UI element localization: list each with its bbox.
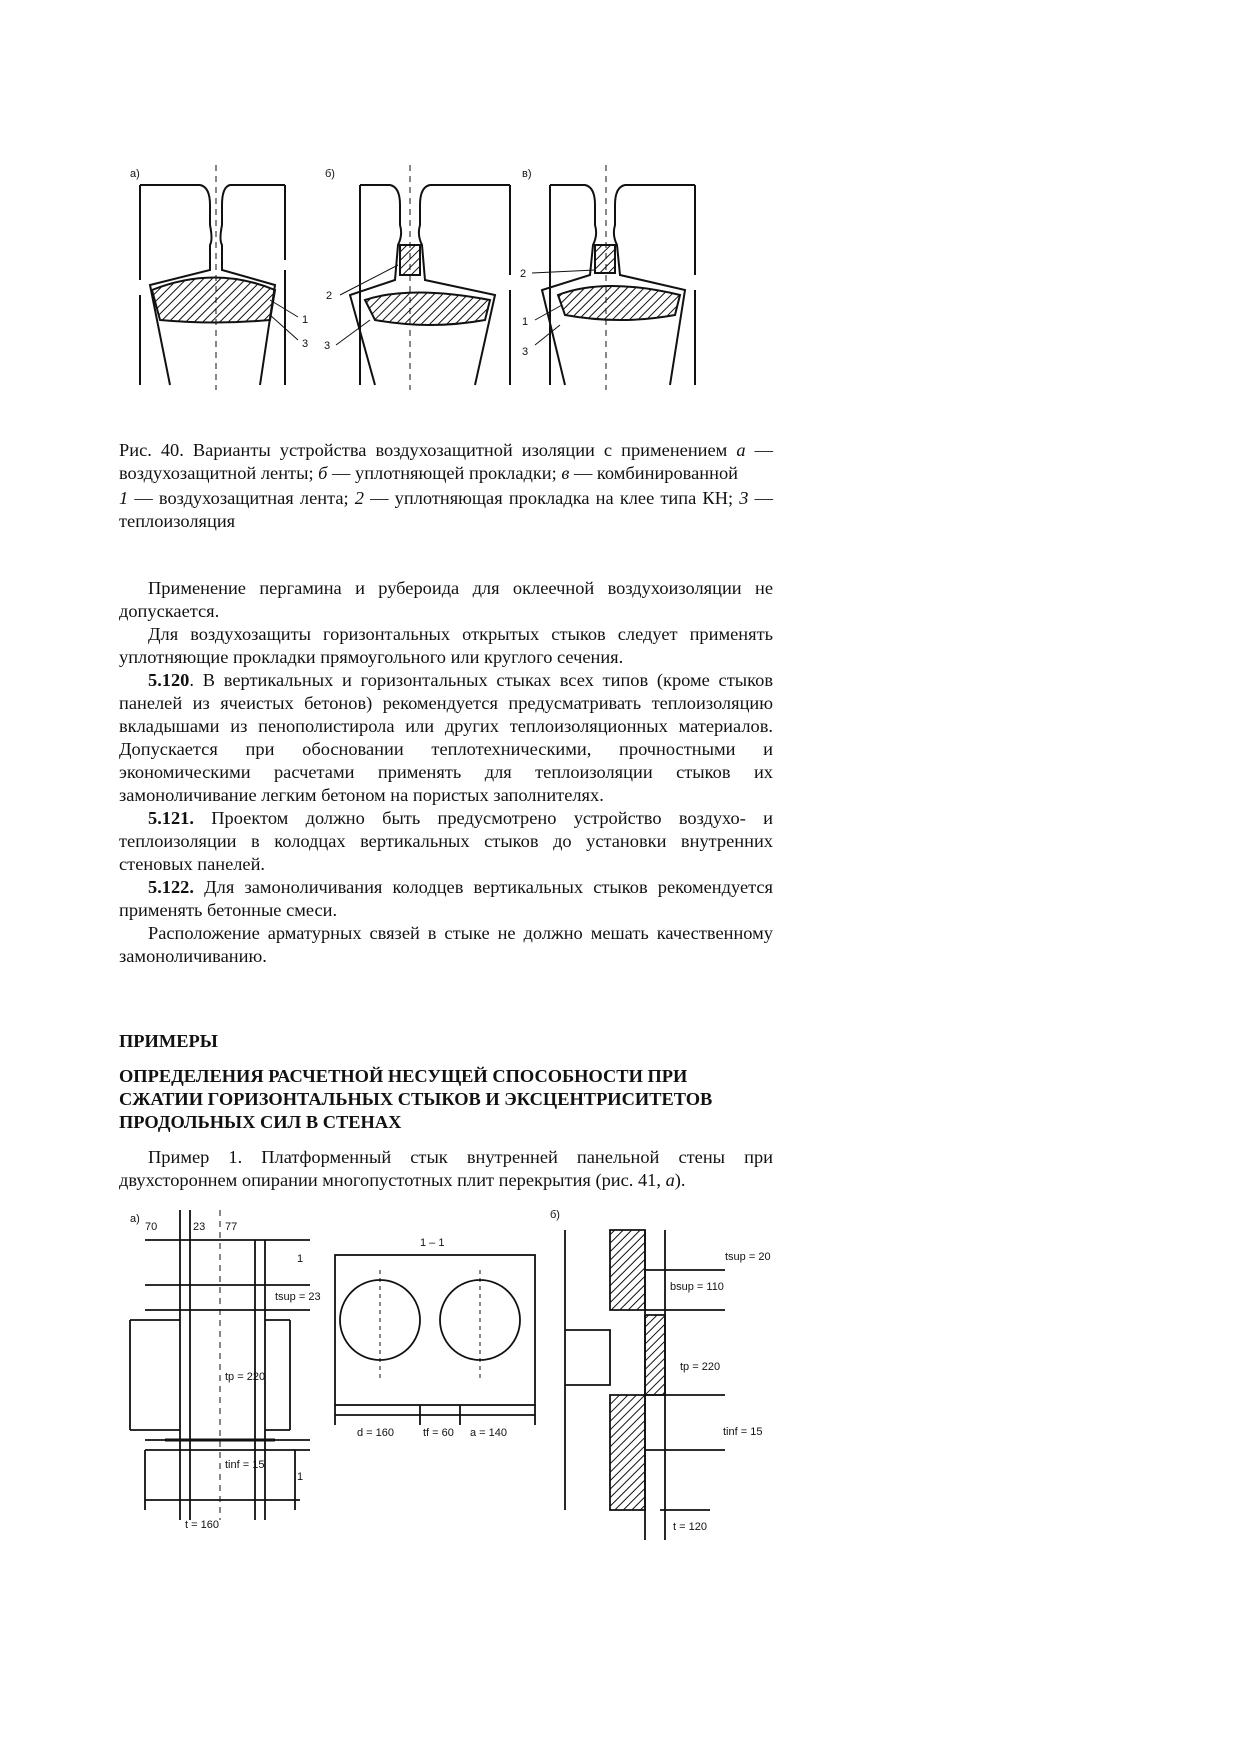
fig40-label-a: а) bbox=[130, 168, 140, 180]
fig41-dim: tp = 220 bbox=[680, 1361, 721, 1373]
fig40-callout-1: 1 bbox=[302, 314, 309, 326]
fig41-section-mark: 1 bbox=[297, 1471, 304, 1483]
figure-40-panel-c bbox=[532, 165, 695, 390]
caption-legend: 1 — воздухозащитная лента; 2 — уплотняющая прокладка на клее типа КН; 3 — теплоизоляция bbox=[119, 488, 773, 531]
paragraph: Расположение арматурных связей в стыке не должно мешать качественному замоноличиванию. bbox=[119, 923, 773, 966]
fig41-dim: tinf = 15 bbox=[225, 1459, 265, 1471]
fig41-dim: tinf = 15 bbox=[723, 1426, 763, 1438]
fig41-dim: d = 160 bbox=[357, 1427, 395, 1439]
figure-40-panel-b bbox=[336, 165, 510, 390]
caption-line-1: Рис. 40. Варианты устройства воздухозащитной изоляции с применением а — воздухозащитной ленты; б — уплотняющей прокладки; в — комбинированной bbox=[119, 440, 773, 483]
fig41-dim: bsup = 110 bbox=[670, 1281, 724, 1293]
paragraph: Применение пергамина и рубероида для оклеечной воздухоизоляции не допускается. bbox=[119, 578, 773, 621]
figure-41-panel-a bbox=[130, 1210, 310, 1520]
figure-41 bbox=[125, 1210, 785, 1540]
fig41-label-a: а) bbox=[130, 1213, 140, 1225]
figure-40 bbox=[130, 165, 770, 395]
example-1 bbox=[119, 1146, 773, 1192]
paragraph: Для воздухозащиты горизонтальных открытых стыков следует применять уплотняющие прокладки прямоугольного или круглого сечения. bbox=[119, 624, 773, 667]
fig40-callout-3b: 3 bbox=[324, 340, 331, 352]
fig41-label-b: б) bbox=[550, 1210, 560, 1221]
fig41-dim: tsup = 23 bbox=[275, 1291, 321, 1303]
figure-40-caption bbox=[119, 439, 773, 533]
fig41-dim: t = 160 bbox=[185, 1519, 219, 1531]
fig40-label-b: б) bbox=[325, 168, 335, 180]
fig41-dim: t = 120 bbox=[673, 1521, 707, 1533]
fig41-section-label: 1 – 1 bbox=[420, 1237, 445, 1249]
paragraph-5-122: 5.122. Для замоноличивания колодцев вертикальных стыков рекомендуется применять бетонные смеси. bbox=[119, 877, 773, 920]
body-text bbox=[119, 577, 773, 968]
fig41-dim: 77 bbox=[225, 1221, 238, 1233]
fig40-callout-3c: 3 bbox=[522, 346, 529, 358]
paragraph-5-120: 5.120. В вертикальных и горизонтальных стыках всех типов (кроме стыков панелей из ячеистых бетонов) рекомендуется предусматривать теплоизоляцию вкладышами из пенополистирола или других теплоизоляционных материалов. Допускается при обосновании теплотехническими, прочностными и экономическими расчетами применять для теплоизоляции стыков их замоноличивание легким бетоном на пористых заполнителях. bbox=[119, 670, 773, 805]
fig41-dim: tf = 60 bbox=[423, 1427, 454, 1439]
fig41-dim: a = 140 bbox=[470, 1427, 508, 1439]
fig41-dim: tsup = 20 bbox=[725, 1251, 771, 1263]
fig40-callout-2b: 2 bbox=[326, 290, 333, 302]
fig41-dim: 70 bbox=[145, 1221, 158, 1233]
paragraph-5-121: 5.121. Проектом должно быть предусмотрено устройство воздухо- и теплоизоляции в колодцах вертикальных стыков до установки внутренних стеновых панелей. bbox=[119, 808, 773, 874]
section-heading: ПРИМЕРЫ bbox=[119, 1031, 218, 1051]
figure-40-panel-a bbox=[140, 165, 298, 390]
fig41-dim: tp = 220 bbox=[225, 1371, 266, 1383]
figure-41-section-1-1 bbox=[335, 1255, 535, 1425]
section-subheading: ОПРЕДЕЛЕНИЯ РАСЧЕТНОЙ НЕСУЩЕЙ СПОСОБНОСТИ ПРИ СЖАТИИ ГОРИЗОНТАЛЬНЫХ СТЫКОВ И ЭКСЦЕНТРИСИТЕТОВ ПРОДОЛЬНЫХ СИЛ В СТЕНАХ bbox=[119, 1066, 713, 1132]
fig40-callout-1c: 1 bbox=[522, 316, 529, 328]
fig40-label-c: в) bbox=[522, 168, 532, 180]
example-paragraph: Пример 1. Платформенный стык внутренней панельной стены при двухстороннем опирании многопустотных плит перекрытия (рис. 41, а). bbox=[119, 1147, 773, 1190]
fig41-section-mark: 1 bbox=[297, 1253, 304, 1265]
fig40-callout-3: 3 bbox=[302, 338, 309, 350]
fig41-dim: 23 bbox=[193, 1221, 206, 1233]
figure-41-panel-b bbox=[565, 1230, 725, 1540]
fig40-callout-2c: 2 bbox=[520, 268, 527, 280]
